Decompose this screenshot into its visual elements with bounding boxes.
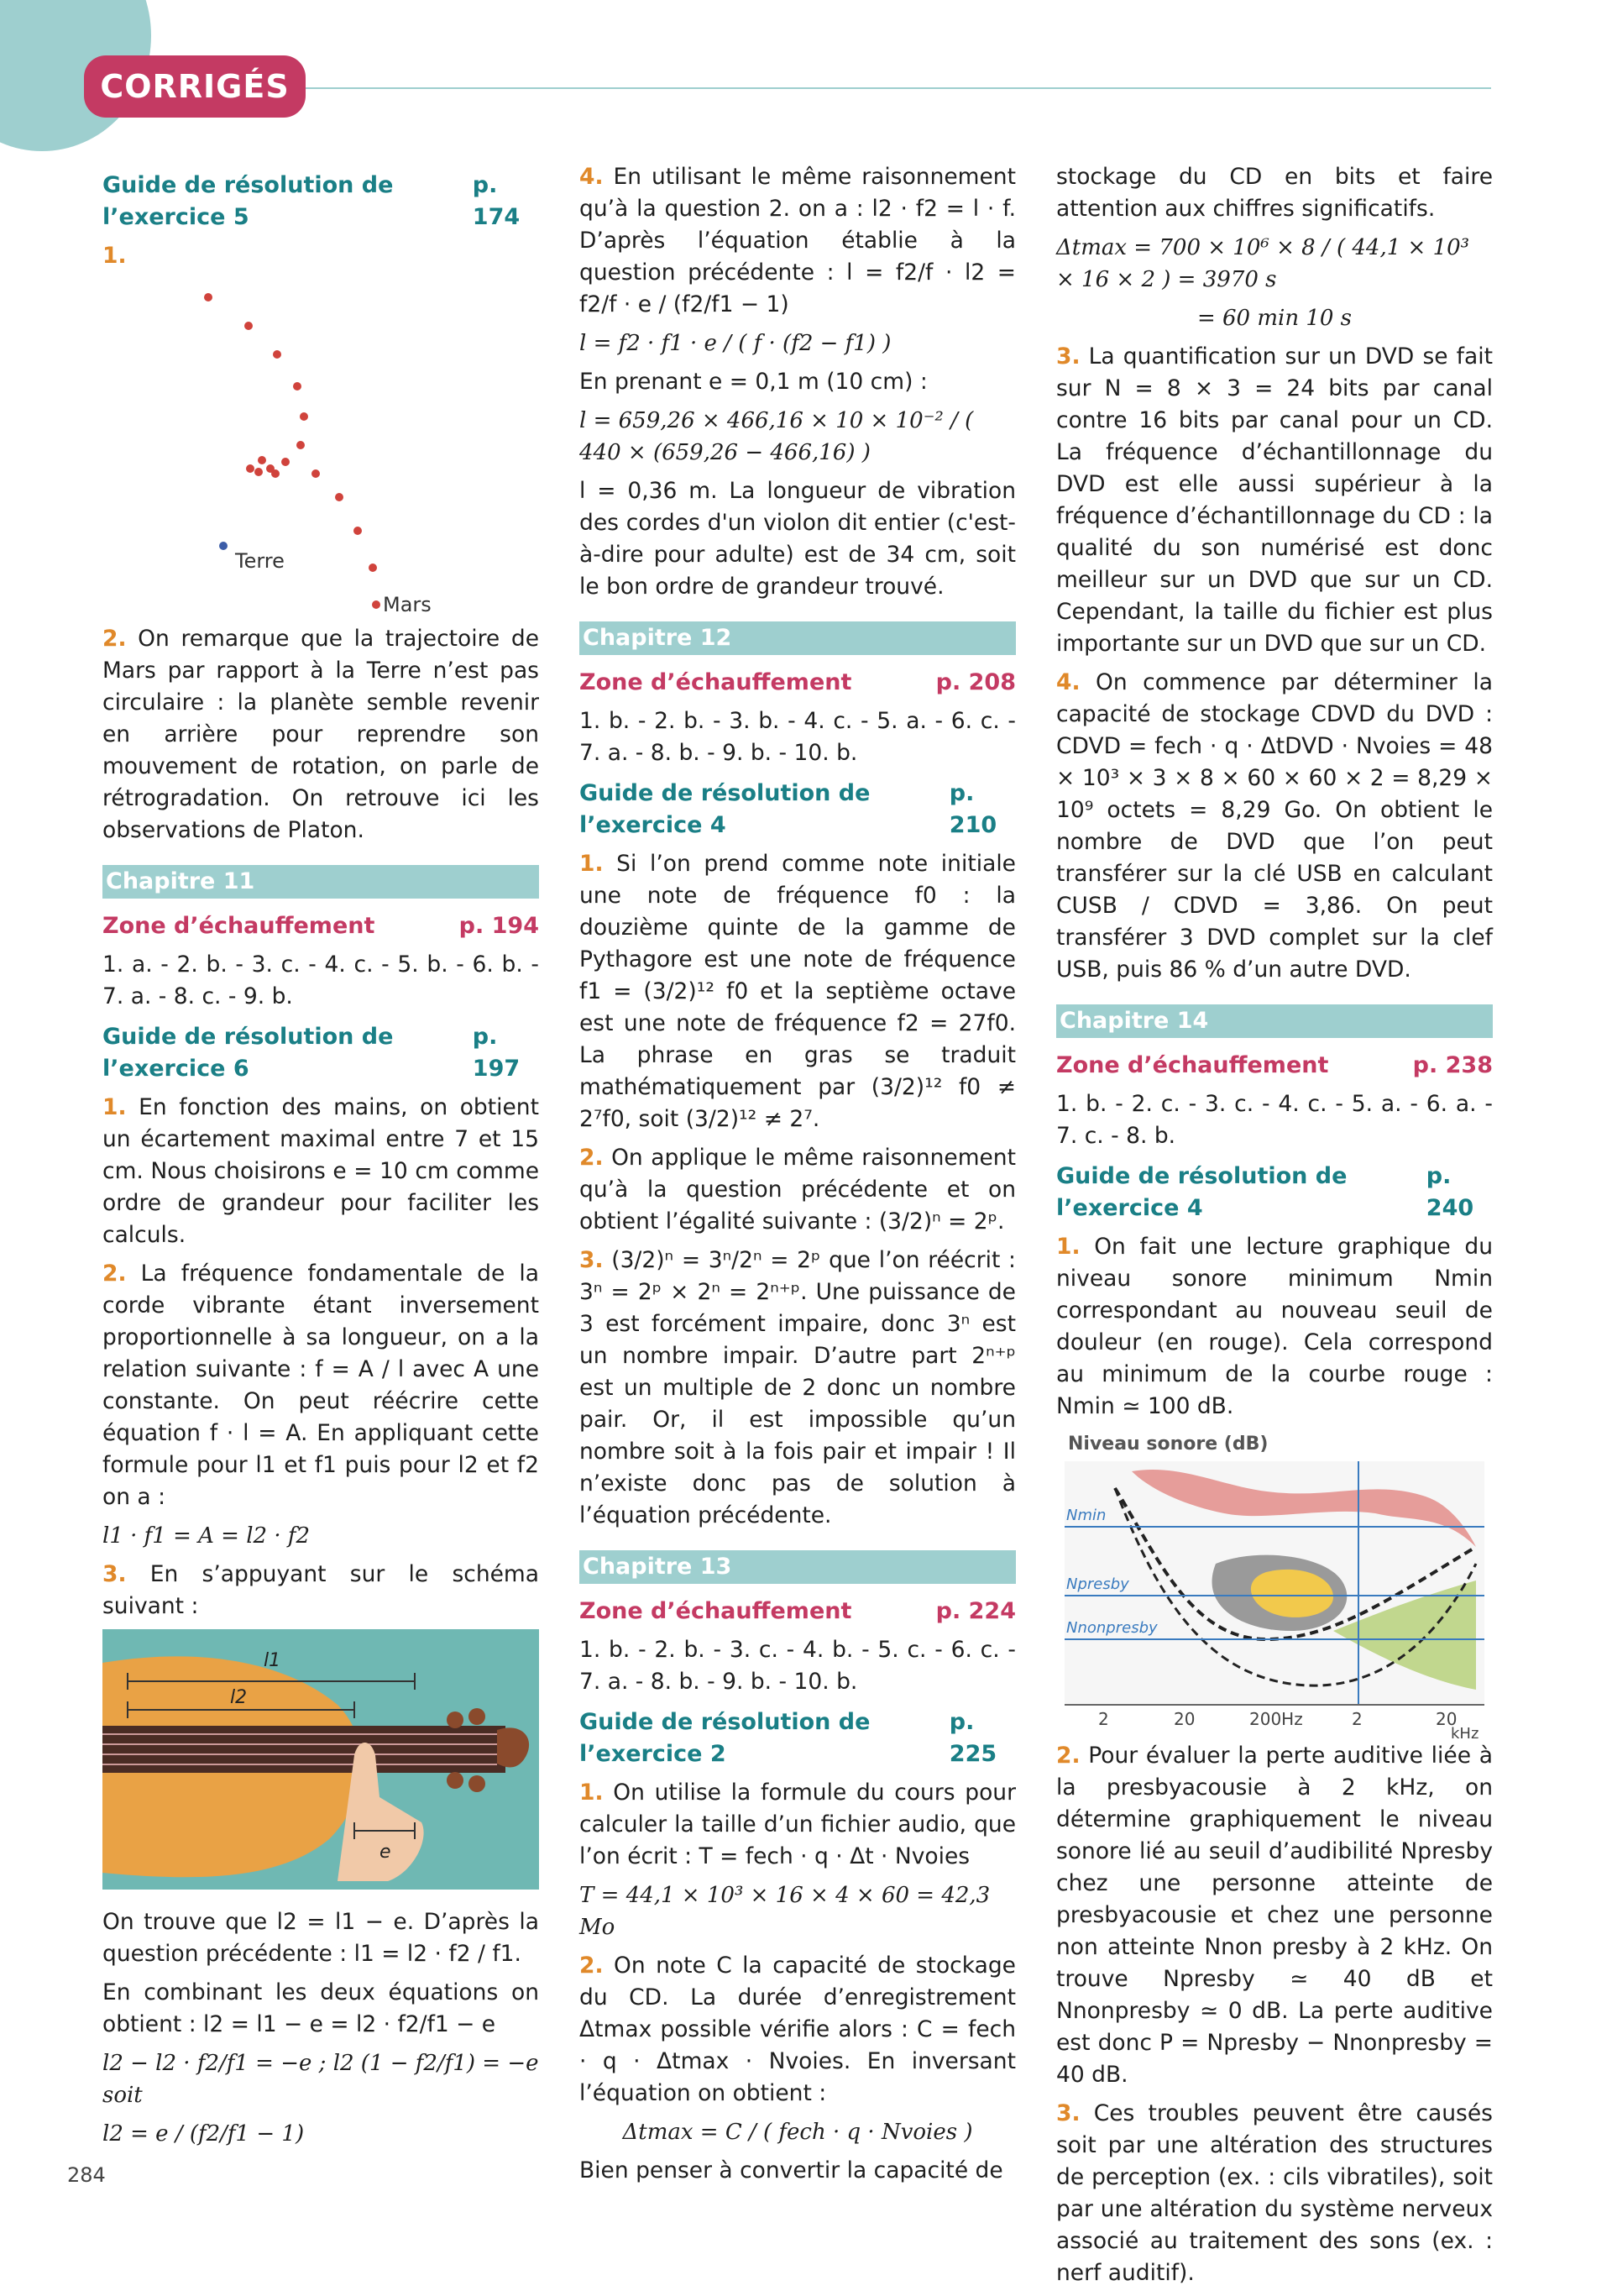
violin-figure: [102, 1629, 539, 1890]
mars-point: [258, 456, 266, 464]
mars-point: [296, 441, 305, 449]
mars-point: [300, 412, 308, 421]
nnonpresby-label: Nnonpresby: [1066, 1619, 1158, 1637]
mars-point: [271, 469, 280, 478]
paragraph: l = 0,36 m. La longueur de vibration des cordes d'un violon dit entier (c'est-à-dire pour adulte) est de 34 cm, soit le bon ordre de grandeur trouvé.: [579, 478, 1016, 600]
formula: l1 · f1 = A = l2 · f2: [102, 1523, 311, 1549]
chart-title: Niveau sonore (dB): [1068, 1434, 1269, 1455]
page-number: 284: [67, 2163, 106, 2187]
hearing-threshold-chart: [1056, 1429, 1493, 1740]
formula: l2 = e / (f2/f1 − 1): [102, 2121, 305, 2147]
paragraph: 2. On remarque que la trajectoire de Mars par rapport à la Terre n’est pas circulaire : la planète semble revenir en arrière pour reprendre son mouvement de rotation, on parle de rétrogradation. On retrouve ici les observations de Platon.: [102, 626, 539, 843]
x-tick-label: 20: [1174, 1709, 1196, 1729]
chapter-12-heading: Chapitre 12: [579, 621, 1016, 655]
paragraph: 2. Pour évaluer la perte auditive liée à la presbyacousie à 2 kHz, on détermine graphiquement le niveau sonore lié au seuil d’audibilité Npresby chez une personne atteinte de presbyacousie et chez une personne non atteinte Nnon presby à 2 kHz. On trouve Npresby ≃ 40 dB et Nnonpresby ≃ 0 dB. La perte auditive est donc P = Npresby − Nnonpresby = 40 dB.: [1056, 1743, 1493, 2088]
paragraph: 1. On fait une lecture graphique du niveau sonore minimum Nmin correspondant au nouveau seuil de douleur (en rouge). Cela correspond au minimum de la courbe rouge : Nmin ≃ 100 dB.: [1056, 1234, 1493, 1419]
earth-point: [219, 542, 228, 550]
zone-heading-14: Zone d’échauffement p. 238: [1056, 1052, 1493, 1078]
paragraph: Bien penser à convertir la capacité de: [579, 2157, 1003, 2183]
answers-14: 1. b. - 2. c. - 3. c. - 4. c. - 5. a. - 6. a. - 7. c. - 8. b.: [1056, 1091, 1493, 1149]
mars-point: [281, 458, 290, 466]
formula: l = 659,26 × 466,16 × 10 × 10⁻² / ( 440 × (659,26 − 466,16) ): [579, 408, 974, 465]
paragraph: 1. On utilise la formule du cours pour calculer la taille d’un fichier audio, que l’on écrit : T = fech · q · Δt · Nvoies: [579, 1780, 1016, 1869]
paragraph: stockage du CD en bits et faire attention aux chiffres significatifs.: [1056, 164, 1493, 222]
answers-12: 1. b. - 2. b. - 3. b. - 4. c. - 5. a. - 6. c. - 7. a. - 8. b. - 9. b. - 10. b.: [579, 708, 1016, 766]
e-label: e: [379, 1842, 391, 1863]
chapter-14-heading: Chapitre 14: [1056, 1004, 1493, 1038]
zone-heading-11: Zone d’échauffement p. 194: [102, 913, 539, 939]
chapter-13-heading: Chapitre 13: [579, 1550, 1016, 1584]
paragraph: 2. La fréquence fondamentale de la corde vibrante étant inversement proportionnelle à sa longueur, on a la relation suivante : f = A / l avec A une constante. On peut réécrire cette équation f · l = A. En appliquant cette formule pour l1 et f1 puis pour l2 et f2 on a :: [102, 1261, 539, 1510]
mars-point: [335, 493, 343, 501]
mars-trajectory-figure: [102, 279, 539, 623]
paragraph: 3. En s’appuyant sur le schéma suivant :: [102, 1561, 539, 1619]
column-2: [579, 161, 1016, 2194]
item-number: 1.: [102, 243, 127, 269]
mars-point: [204, 293, 212, 301]
x-tick-label: 2: [1352, 1709, 1363, 1729]
paragraph: 1. Si l’on prend comme note initiale une note de fréquence f0 : la douzième quinte de la gamme de Pythagore est une note de fréquence f1 = (3/2)¹² f0 et la septième octave est une note de fréquence f2 = 27f0. La phrase en gras se traduit mathématiquement par (3/2)¹² f0 ≠ 2⁷f0, soit (3/2)¹² ≠ 2⁷.: [579, 851, 1016, 1132]
mars-label: Mars: [383, 593, 432, 616]
mars-point: [254, 468, 263, 476]
formula: = 60 min 10 s: [1196, 306, 1353, 331]
mars-point: [293, 382, 301, 391]
paragraph: En combinant les deux équations on obtient : l2 = l1 − e = l2 · f2/f1 − e: [102, 1979, 539, 2037]
formula: T = 44,1 × 10³ × 16 × 4 × 60 = 42,3 Mo: [579, 1883, 991, 1940]
paragraph: 4. En utilisant le même raisonnement qu’à la question 2. on a : l2 · f2 = l · f. D’après l’équation établie à la question précédente : l = f2/f · l2 = f2/f · e / (f2/f1 − 1): [579, 164, 1016, 317]
x-tick-label: 200Hz: [1249, 1709, 1303, 1729]
chapter-11-heading: Chapitre 11: [102, 865, 539, 899]
paragraph: 3. Ces troubles peuvent être causés soit par une altération des structures de perception (ex. : cils vibratiles), soit par une altération du système nerveux associé au traitement des sons (ex. : nerf auditif).: [1056, 2100, 1493, 2286]
guide-heading-ex4b: Guide de résolution de l’exercice 4 p. 240: [1056, 1163, 1474, 1221]
guide-heading-ex6: Guide de résolution de l’exercice 6 p. 197: [102, 1024, 521, 1082]
guide-heading-ex5: Guide de résolution de l’exercice 5 p. 174: [102, 172, 521, 230]
paragraph: 2. On applique le même raisonnement qu’à la question précédente et on obtient l’égalité suivante : (3/2)ⁿ = 2ᵖ.: [579, 1145, 1016, 1234]
paragraph: 1. En fonction des mains, on obtient un écartement maximal entre 7 et 15 cm. Nous choisirons e = 10 cm comme ordre de grandeur pour faciliter les calculs.: [102, 1094, 539, 1248]
formula: l2 − l2 · f2/f1 = −e ; l2 (1 − f2/f1) = −e soit: [102, 2051, 539, 2108]
paragraph: 4. On commence par déterminer la capacité de stockage CDVD du DVD : CDVD = fech · q · ΔtDVD · Nvoies = 48 × 10³ × 3 × 8 × 60 × 60 × 2 = 8,29 × 10⁹ octets = 8,29 Go. On obtient le nombre de DVD que l’on peut transférer sur la clé USB en calculant CUSB / CDVD = 3,86. On peut transférer 3 DVD complet sur la clef USB, puis 86 % d’un autre DVD.: [1056, 669, 1493, 983]
l1-label: l1: [264, 1650, 281, 1671]
answers-13: 1. b. - 2. b. - 3. c. - 4. b. - 5. c. - 6. c. - 7. a. - 8. b. - 9. b. - 10. b.: [579, 1637, 1016, 1695]
zone-heading-13: Zone d’échauffement p. 224: [579, 1598, 1016, 1624]
npresby-label: Npresby: [1066, 1575, 1129, 1593]
page-title: CORRIGÉS: [84, 55, 306, 118]
answers-11: 1. a. - 2. b. - 3. c. - 4. c. - 5. b. - 6. b. - 7. a. - 8. c. - 9. b.: [102, 951, 539, 1009]
mars-point: [244, 322, 253, 330]
formula: l = f2 · f1 · e / ( f · (f2 − f1) ): [579, 331, 892, 356]
paragraph: En prenant e = 0,1 m (10 cm) :: [579, 369, 928, 395]
paragraph: 2. On note C la capacité de stockage du CD. La durée d’enregistrement Δtmax possible vérifie alors : C = fech · q · Δtmax · Nvoies. En inversant l’équation on obtient :: [579, 1953, 1016, 2106]
zone-heading-12: Zone d’échauffement p. 208: [579, 669, 1016, 695]
l2-label: l2: [230, 1687, 248, 1708]
x-tick-label: 20: [1436, 1709, 1458, 1729]
mars-point: [372, 600, 380, 609]
terre-label: Terre: [235, 549, 285, 573]
formula: Δtmax = C / ( fech · q · Nvoies ): [622, 2120, 973, 2145]
paragraph: On trouve que l2 = l1 − e. D’après la question précédente : l1 = l2 · f2 / f1.: [102, 1909, 539, 1967]
paragraph: 3. (3/2)ⁿ = 3ⁿ/2ⁿ = 2ᵖ que l’on réécrit : 3ⁿ = 2ᵖ × 2ⁿ = 2ⁿ⁺ᵖ. Une puissance de 3 est forcément impaire, donc 3ⁿ est un nombre impair. D’autre part 2ⁿ⁺ᵖ est un multiple de 2 donc un nombre pair. Or, il est impossible qu’un nombre soit à la fois pair et impair ! Il n’existe donc pas de solution à l’équation précédente.: [579, 1247, 1016, 1528]
x-tick-label: 2: [1098, 1709, 1109, 1729]
mars-point: [353, 527, 362, 535]
x-unit-label: kHz: [1451, 1725, 1479, 1740]
guide-heading-ex4: Guide de résolution de l’exercice 4 p. 210: [579, 780, 997, 838]
mars-point: [369, 564, 377, 572]
mars-point: [311, 469, 320, 478]
nmin-label: Nmin: [1066, 1507, 1107, 1524]
mars-point: [246, 464, 254, 473]
formula: Δtmax = 700 × 10⁶ × 8 / ( 44,1 × 10³ × 16 × 2 ) = 3970 s: [1056, 235, 1470, 292]
paragraph: 3. La quantification sur un DVD se fait sur N = 8 × 3 = 24 bits par canal contre 16 bits par canal pour un CD. La fréquence d’échantillonnage du DVD est elle aussi supérieur à la fréquence d’échantillonnage du CD : la qualité du son numérisé est donc meilleur sur un DVD que sur un CD. Cependant, la taille du fichier est plus importante sur un DVD que sur un CD.: [1056, 343, 1493, 657]
header-divider: [306, 87, 1491, 89]
column-1: [102, 161, 539, 2157]
column-3: [1056, 161, 1493, 2296]
mars-point: [273, 350, 281, 359]
guide-heading-ex2: Guide de résolution de l’exercice 2 p. 225: [579, 1709, 997, 1767]
